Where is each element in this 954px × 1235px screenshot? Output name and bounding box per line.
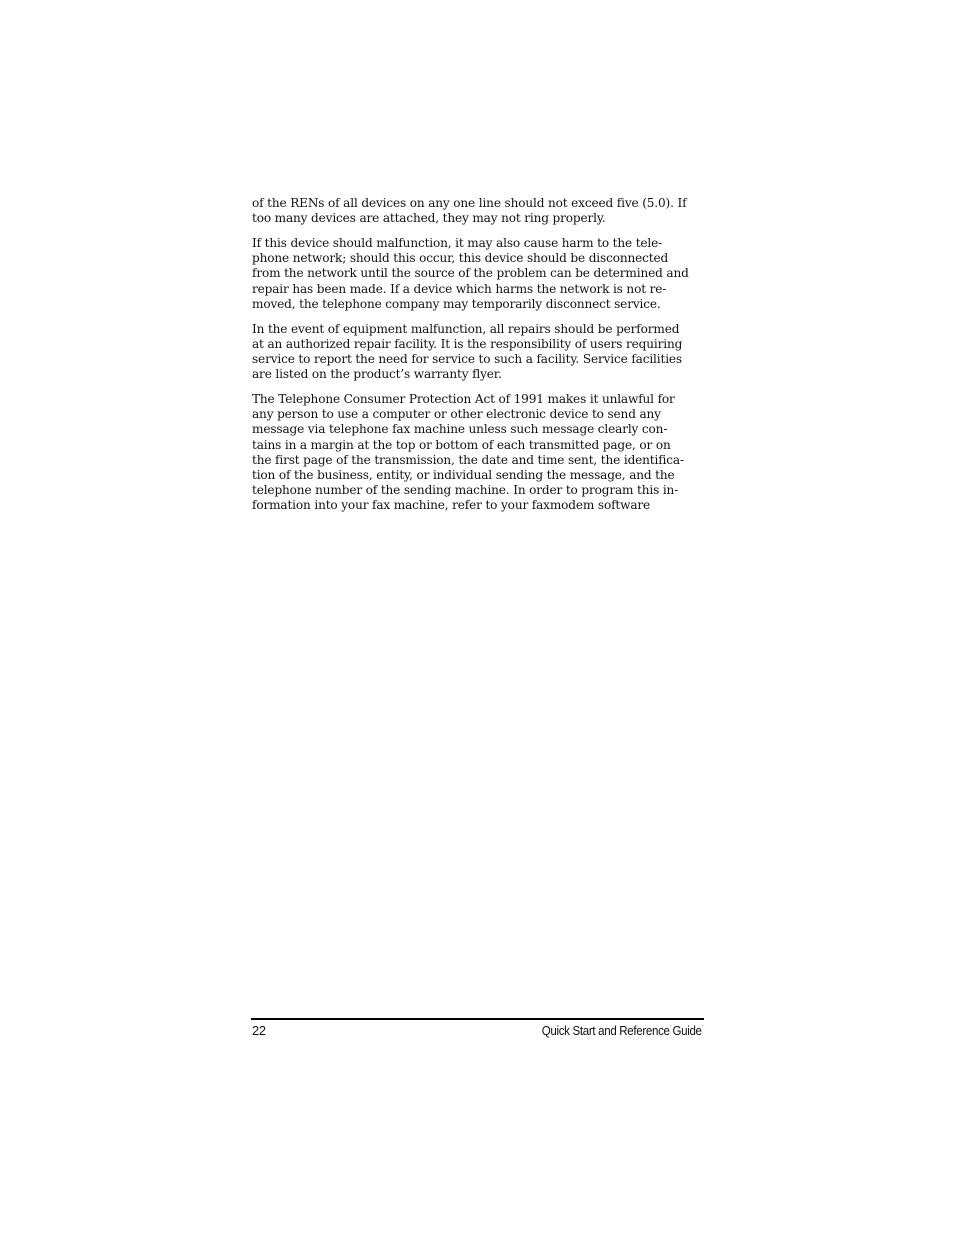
page-footer [252,1022,702,1040]
paragraph-consumer-protection-act [252,392,704,514]
text-line: tains in a margin at the top or bottom of each transmitted page, or on [252,437,671,452]
guide-title: Quick Start and Reference Guide [542,1023,702,1038]
footer-divider [251,1018,704,1020]
text-line: telephone number of the sending machine. In order to program this in- [252,483,679,498]
page-number: 22 [252,1023,266,1038]
text-line: too many devices are attached, they may not ring properly. [252,211,606,226]
text-line: any person to use a computer or other electronic device to send any [252,407,661,422]
text-line: In the event of equipment malfunction, all repairs should be performed [252,321,680,336]
text-line: The Telephone Consumer Protection Act of 1991 makes it unlawful for [252,392,675,407]
text-line: If this device should malfunction, it may also cause harm to the tele- [252,236,663,250]
text-line: moved, the telephone company may temporarily disconnect service. [252,296,661,311]
text-line: the first page of the transmission, the date and time sent, the identifica- [252,452,684,467]
paragraph-rens-limit [252,196,704,226]
body-text [252,196,704,523]
text-line: from the network until the source of the problem can be determined and [252,266,689,281]
text-line: message via telephone fax machine unless such message clearly con- [252,422,668,437]
text-line: at an authorized repair facility. It is the responsibility of users requiring [252,336,683,351]
text-line: formation into your fax machine, refer to your faxmodem software [252,498,651,513]
paragraph-device-malfunction [252,236,704,312]
text-line: repair has been made. If a device which harms the network is not re- [252,281,667,296]
text-line: phone network; should this occur, this device should be disconnected [252,251,669,266]
text-line: are listed on the product’s warranty flyer. [252,367,502,382]
paragraph-repairs [252,322,704,383]
text-line: tion of the business, entity, or individual sending the message, and the [252,468,675,483]
text-line: service to report the need for service to such a facility. Service facilities [252,352,682,367]
text-line: of the RENs of all devices on any one line should not exceed five (5.0). If [252,196,687,210]
